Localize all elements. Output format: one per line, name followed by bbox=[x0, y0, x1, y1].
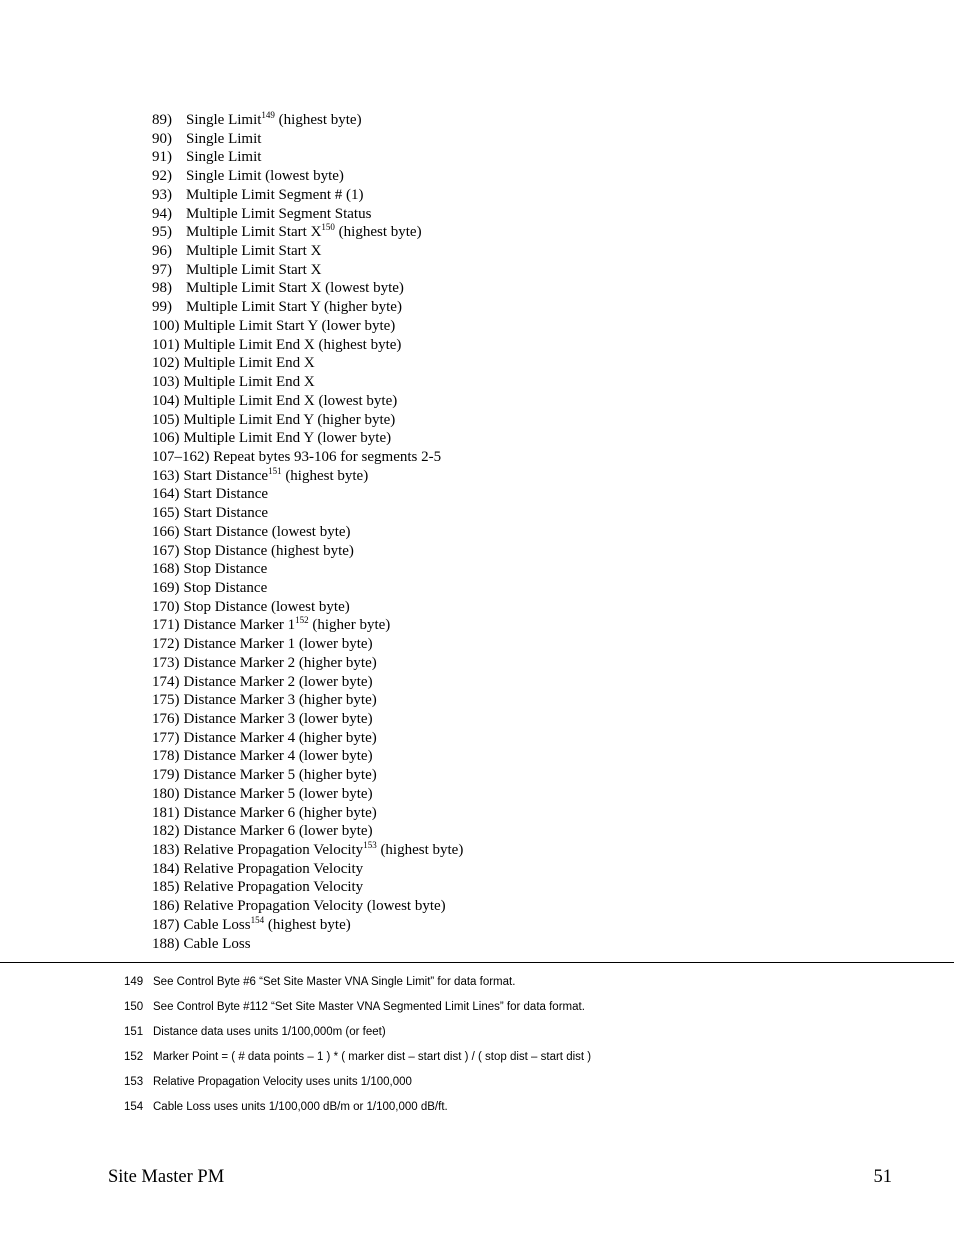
footnote-number: 149 bbox=[124, 976, 144, 988]
list-item bbox=[152, 673, 463, 692]
item-suffix: (highest byte) bbox=[376, 842, 464, 859]
footnote-number: 152 bbox=[124, 1051, 144, 1063]
item-label: Distance Marker 1 bbox=[183, 617, 296, 634]
item-label: Stop Distance (highest byte) bbox=[183, 542, 354, 559]
item-label: Stop Distance (lowest byte) bbox=[183, 598, 350, 615]
list-item bbox=[152, 485, 463, 504]
item-label: Multiple Limit End Y (lower byte) bbox=[183, 430, 392, 447]
list-item bbox=[152, 766, 463, 785]
item-label: Multiple Limit Segment # (1) bbox=[186, 186, 364, 203]
item-number: 181) bbox=[152, 804, 180, 821]
item-label: Multiple Limit Start Y (higher byte) bbox=[186, 299, 402, 316]
list-item bbox=[152, 205, 463, 224]
item-label: Distance Marker 1 (lower byte) bbox=[183, 636, 373, 653]
list-item bbox=[152, 223, 463, 242]
list-item bbox=[152, 523, 463, 542]
item-number: 186) bbox=[152, 898, 180, 915]
item-number: 175) bbox=[152, 692, 180, 709]
item-label: Distance Marker 5 (lower byte) bbox=[183, 785, 373, 802]
item-number: 164) bbox=[152, 486, 180, 503]
footnote bbox=[124, 1022, 591, 1047]
footnote-text: Distance data uses units 1/100,000m (or feet) bbox=[153, 1026, 386, 1038]
list-item bbox=[152, 504, 463, 523]
item-label: Distance Marker 3 (lower byte) bbox=[183, 711, 373, 727]
item-number: 90) bbox=[152, 130, 172, 147]
list-item bbox=[152, 429, 463, 448]
item-label: Distance Marker 2 (higher byte) bbox=[183, 654, 377, 671]
footnote-text: Cable Loss uses units 1/100,000 dB/m or 1/100,000 dB/ft. bbox=[153, 1101, 448, 1113]
item-suffix: (highest byte) bbox=[281, 467, 369, 484]
list-item bbox=[152, 841, 463, 860]
item-label: Distance Marker 5 (higher byte) bbox=[183, 767, 377, 784]
item-label: Single Limit bbox=[186, 149, 262, 166]
list-item bbox=[152, 448, 463, 467]
list-item bbox=[152, 261, 463, 280]
footnote-list bbox=[124, 972, 591, 1122]
item-number: 100) bbox=[152, 317, 180, 334]
footnote-number: 151 bbox=[124, 1026, 144, 1038]
item-number: 97) bbox=[152, 261, 172, 278]
footnote-ref[interactable]: 154 bbox=[250, 914, 265, 925]
list-item bbox=[152, 542, 463, 561]
item-label: Start Distance bbox=[183, 467, 269, 484]
item-number: 176) bbox=[152, 711, 180, 727]
item-number: 170) bbox=[152, 598, 180, 615]
list-item bbox=[152, 242, 463, 261]
item-number: 102) bbox=[152, 355, 180, 372]
footer-title: Site Master PM bbox=[108, 1167, 225, 1187]
item-label: Single Limit bbox=[186, 112, 262, 128]
footnote-ref[interactable]: 151 bbox=[268, 465, 282, 476]
byte-list bbox=[152, 111, 463, 953]
item-number: 166) bbox=[152, 523, 180, 540]
item-label: Distance Marker 4 (lower byte) bbox=[183, 748, 373, 765]
item-number: 179) bbox=[152, 767, 180, 784]
list-item bbox=[152, 860, 463, 879]
list-item bbox=[152, 467, 463, 486]
item-label: Single Limit (lowest byte) bbox=[186, 168, 344, 185]
item-number: 169) bbox=[152, 579, 180, 596]
footnote-ref[interactable]: 153 bbox=[363, 840, 377, 851]
item-label: Multiple Limit End X (lowest byte) bbox=[183, 392, 398, 409]
item-number: 168) bbox=[152, 561, 180, 578]
footnote-ref[interactable]: 149 bbox=[261, 110, 275, 120]
item-number: 180) bbox=[152, 785, 180, 802]
list-item bbox=[152, 598, 463, 617]
item-label: Distance Marker 4 (higher byte) bbox=[183, 729, 377, 746]
item-number: 103) bbox=[152, 374, 180, 391]
footnote-number: 153 bbox=[124, 1076, 144, 1088]
item-number: 96) bbox=[152, 243, 172, 260]
item-number: 98) bbox=[152, 280, 172, 297]
list-item bbox=[152, 785, 463, 804]
item-number: 182) bbox=[152, 823, 180, 840]
list-item bbox=[152, 111, 463, 130]
list-item bbox=[152, 804, 463, 823]
item-label: Relative Propagation Velocity bbox=[183, 879, 364, 896]
item-label: Stop Distance bbox=[183, 579, 268, 596]
list-item bbox=[152, 691, 463, 710]
list-item bbox=[152, 616, 463, 635]
list-item bbox=[152, 654, 463, 673]
list-item bbox=[152, 298, 463, 317]
item-label: Distance Marker 6 (higher byte) bbox=[183, 804, 377, 821]
list-item bbox=[152, 392, 463, 411]
list-item bbox=[152, 579, 463, 598]
item-label: Multiple Limit End X bbox=[183, 355, 315, 372]
item-number: 183) bbox=[152, 842, 180, 859]
footnote-divider bbox=[0, 962, 954, 963]
item-number: 173) bbox=[152, 654, 180, 671]
list-item bbox=[152, 560, 463, 579]
item-label: Multiple Limit Start X bbox=[186, 261, 322, 278]
item-label: Distance Marker 2 (lower byte) bbox=[183, 673, 373, 690]
footnote-text: See Control Byte #112 “Set Site Master VNA Segmented Limit Lines” for data format. bbox=[153, 1001, 585, 1013]
footnote bbox=[124, 997, 591, 1022]
footnote bbox=[124, 1047, 591, 1072]
item-number: 163) bbox=[152, 467, 180, 484]
item-number: 91) bbox=[152, 149, 172, 166]
list-item bbox=[152, 317, 463, 336]
item-label: Relative Propagation Velocity bbox=[183, 842, 364, 859]
item-number: 99) bbox=[152, 299, 172, 316]
item-number: 92) bbox=[152, 168, 172, 185]
list-item bbox=[152, 878, 463, 897]
item-number: 185) bbox=[152, 879, 180, 896]
item-number: 187) bbox=[152, 916, 180, 933]
item-label: Multiple Limit Start X (lowest byte) bbox=[186, 280, 404, 297]
item-label: Multiple Limit End X (highest byte) bbox=[183, 336, 402, 353]
item-label: Relative Propagation Velocity (lowest byte) bbox=[183, 898, 446, 915]
list-item bbox=[152, 167, 463, 186]
footnote bbox=[124, 1097, 591, 1122]
item-label: Start Distance bbox=[183, 486, 269, 503]
item-number: 95) bbox=[152, 224, 172, 241]
item-label: Repeat bytes 93-106 for segments 2-5 bbox=[209, 448, 442, 465]
item-label: Relative Propagation Velocity bbox=[183, 860, 364, 877]
item-label: Multiple Limit Start X bbox=[186, 243, 322, 260]
item-label: Stop Distance bbox=[183, 561, 268, 578]
item-label: Cable Loss bbox=[183, 935, 251, 952]
list-item bbox=[152, 935, 463, 954]
item-number: 188) bbox=[152, 935, 180, 952]
list-item bbox=[152, 710, 463, 729]
footnote-ref[interactable]: 152 bbox=[295, 615, 309, 626]
item-number: 94) bbox=[152, 205, 172, 222]
list-item bbox=[152, 897, 463, 916]
list-item bbox=[152, 635, 463, 654]
item-number: 178) bbox=[152, 748, 180, 765]
item-label: Multiple Limit Start X bbox=[186, 224, 322, 241]
list-item bbox=[152, 186, 463, 205]
page-number: 51 bbox=[873, 1167, 892, 1187]
item-label: Multiple Limit End Y (higher byte) bbox=[183, 411, 396, 428]
item-suffix: (highest byte) bbox=[274, 112, 362, 128]
item-number: 101) bbox=[152, 336, 180, 353]
list-item bbox=[152, 822, 463, 841]
footnote-text: Relative Propagation Velocity uses units 1/100,000 bbox=[153, 1076, 412, 1088]
footnote-text: See Control Byte #6 “Set Site Master VNA Single Limit” for data format. bbox=[153, 976, 516, 988]
item-number: 105) bbox=[152, 411, 180, 428]
list-item bbox=[152, 916, 463, 935]
item-number: 104) bbox=[152, 392, 180, 409]
item-suffix: (highest byte) bbox=[334, 224, 422, 241]
item-label: Multiple Limit End X bbox=[183, 374, 315, 391]
footnote bbox=[124, 972, 591, 997]
item-number: 171) bbox=[152, 617, 180, 634]
list-item bbox=[152, 747, 463, 766]
list-item bbox=[152, 373, 463, 392]
item-suffix: (higher byte) bbox=[308, 617, 391, 634]
item-number: 93) bbox=[152, 186, 172, 203]
item-number: 167) bbox=[152, 542, 180, 559]
item-label: Start Distance (lowest byte) bbox=[183, 523, 351, 540]
item-number: 165) bbox=[152, 505, 180, 522]
footnote-number: 154 bbox=[124, 1101, 144, 1113]
item-number: 106) bbox=[152, 430, 180, 447]
list-item bbox=[152, 148, 463, 167]
footnote-number: 150 bbox=[124, 1001, 144, 1013]
item-number: 89) bbox=[152, 112, 172, 128]
item-number: 172) bbox=[152, 636, 180, 653]
item-number: 174) bbox=[152, 673, 180, 690]
item-label: Multiple Limit Segment Status bbox=[186, 205, 372, 222]
item-number: 184) bbox=[152, 860, 180, 877]
footnote-ref[interactable]: 150 bbox=[321, 222, 335, 233]
list-item bbox=[152, 411, 463, 430]
list-item bbox=[152, 336, 463, 355]
footnote bbox=[124, 1072, 591, 1097]
item-number: 177) bbox=[152, 729, 180, 746]
item-number: 107–162) bbox=[152, 448, 210, 465]
item-label: Cable Loss bbox=[183, 916, 251, 933]
list-item bbox=[152, 130, 463, 149]
item-label: Distance Marker 3 (higher byte) bbox=[183, 692, 377, 709]
item-label: Start Distance bbox=[183, 505, 269, 522]
item-label: Single Limit bbox=[186, 130, 262, 147]
item-label: Multiple Limit Start Y (lower byte) bbox=[183, 317, 396, 334]
list-item bbox=[152, 279, 463, 298]
item-suffix: (highest byte) bbox=[264, 916, 351, 933]
list-item bbox=[152, 354, 463, 373]
item-label: Distance Marker 6 (lower byte) bbox=[183, 823, 373, 840]
footnote-text: Marker Point = ( # data points – 1 ) * ( marker dist – start dist ) / ( stop dist – start dist ) bbox=[153, 1051, 592, 1063]
list-item bbox=[152, 729, 463, 748]
